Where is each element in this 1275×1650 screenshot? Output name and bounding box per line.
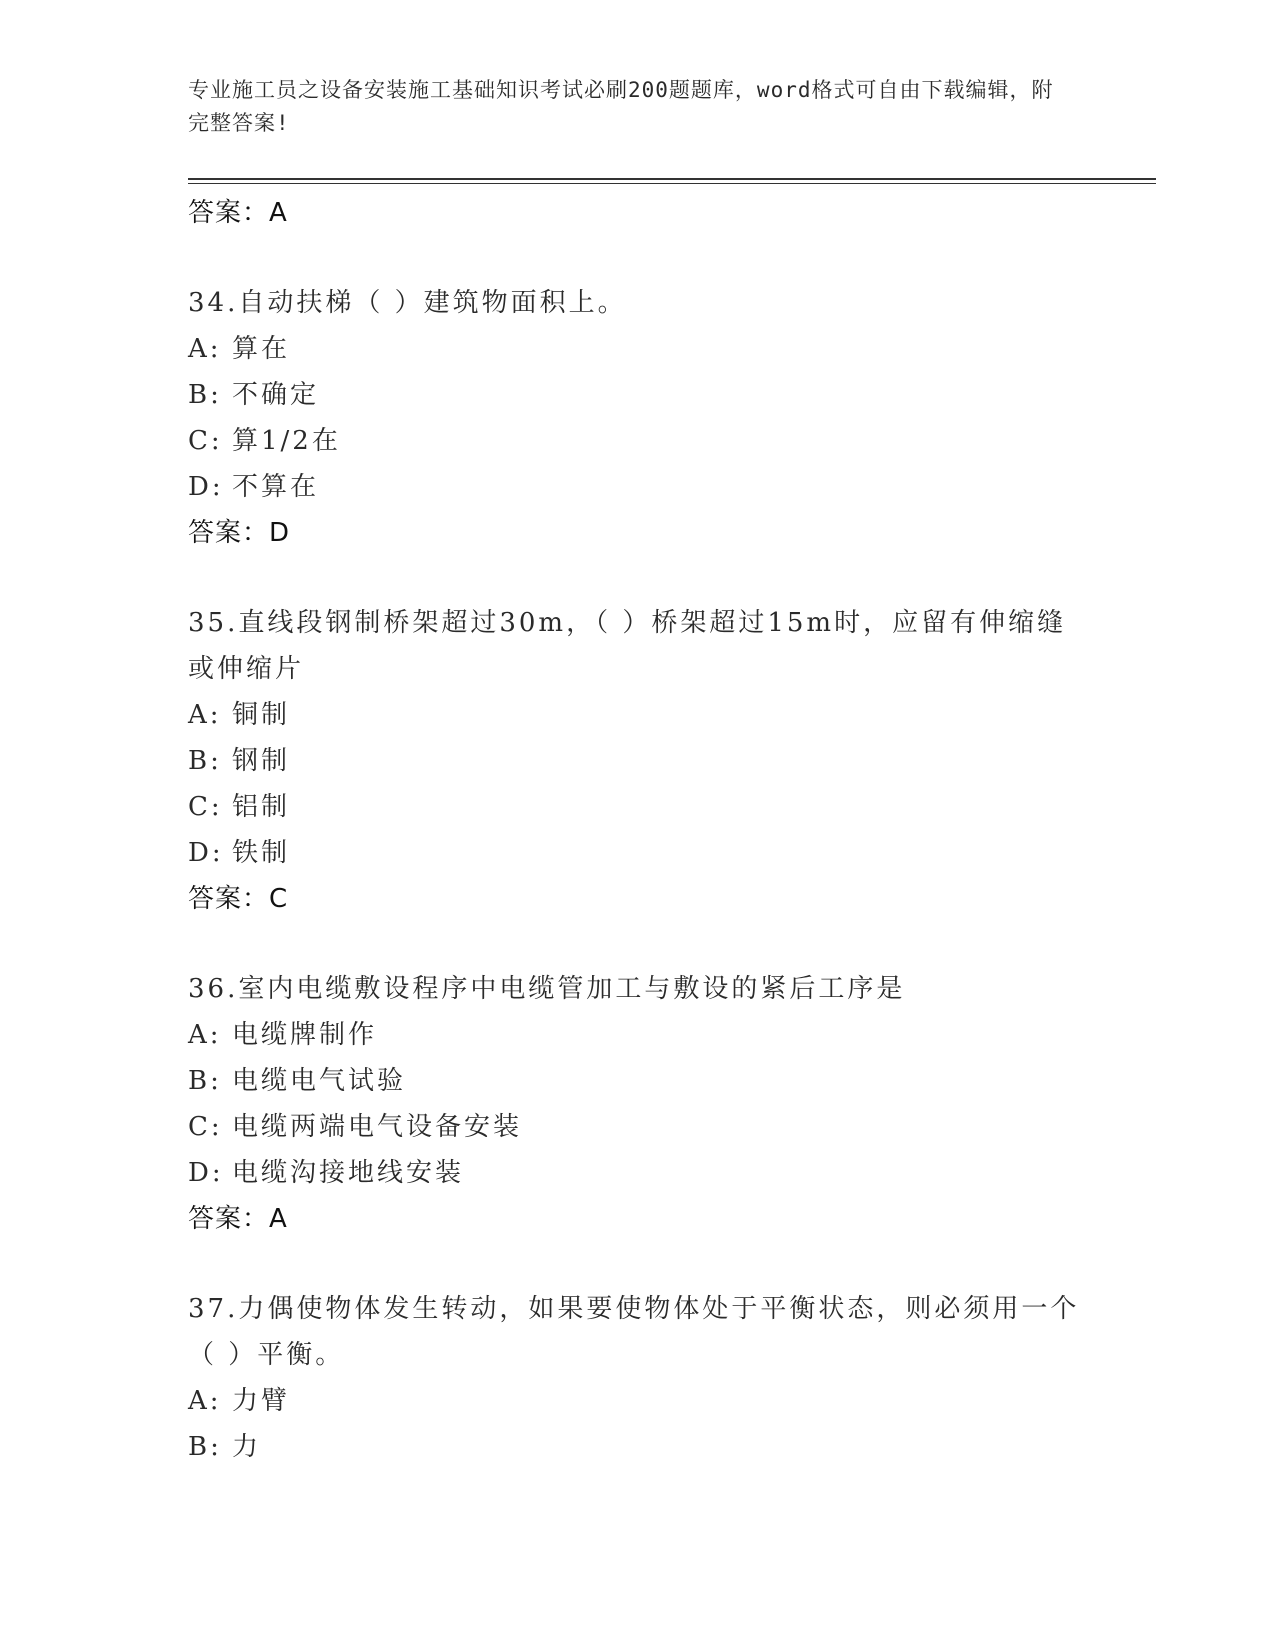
option-text: 铜制 [232,700,291,730]
header-divider-thick [188,178,1156,180]
option-b [188,1424,1088,1470]
option-letter: B: [188,746,222,776]
option-text: 电缆两端电气设备安装 [232,1112,523,1142]
option-letter: A: [188,700,222,730]
option-text: 算1/2在 [232,426,341,456]
option-c [188,1104,1088,1150]
option-b [188,1058,1088,1104]
option-text: 电缆电气试验 [232,1066,407,1096]
option-letter: B: [188,1432,222,1462]
option-letter: C: [188,426,223,456]
option-a [188,326,1088,372]
question-text: 34.自动扶梯（ ）建筑物面积上。 [188,288,627,318]
question-item [188,1286,1088,1470]
header-divider-thin [188,183,1156,184]
option-text: 铝制 [232,792,291,822]
option-letter: B: [188,1066,222,1096]
option-text: 不确定 [232,380,320,410]
option-text: 算在 [232,334,291,364]
option-letter: D: [188,1158,224,1188]
option-a [188,692,1088,738]
option-b [188,738,1088,784]
option-text: 钢制 [232,746,291,776]
option-text: 电缆牌制作 [232,1020,378,1050]
answer-line: 答案：A [188,198,288,228]
answer-line: 答案：D [188,518,291,548]
option-letter: D: [188,472,224,502]
question-item [188,280,1088,556]
question-text: 36.室内电缆敷设程序中电缆管加工与敷设的紧后工序是 [188,974,906,1004]
document-header-title: 专业施工员之设备安装施工基础知识考试必刷200题题库，word格式可自由下载编辑，附完整答案! [188,78,1054,135]
question-item [188,600,1088,922]
question-list [188,190,1088,1470]
option-d [188,830,1088,876]
option-letter: A: [188,1020,222,1050]
option-letter: A: [188,334,222,364]
question-item [188,966,1088,1242]
option-text: 不算在 [232,472,320,502]
answer-line: 答案：C [188,884,289,914]
option-c [188,418,1088,464]
question-text: 35.直线段钢制桥架超过30m，（ ）桥架超过15m时，应留有伸缩缝或伸缩片 [188,608,1067,684]
option-text: 电缆沟接地线安装 [232,1158,465,1188]
option-text: 力 [232,1432,262,1462]
option-c [188,784,1088,830]
option-text: 铁制 [232,838,291,868]
option-letter: D: [188,838,224,868]
option-a [188,1378,1088,1424]
option-text: 力臂 [232,1386,291,1416]
option-a [188,1012,1088,1058]
option-b [188,372,1088,418]
option-d [188,464,1088,510]
option-letter: B: [188,380,222,410]
option-letter: C: [188,1112,223,1142]
answer-line: 答案：A [188,1204,288,1234]
option-letter: C: [188,792,223,822]
question-text: 37.力偶使物体发生转动，如果要使物体处于平衡状态，则必须用一个（ ）平衡。 [188,1294,1080,1370]
option-d [188,1150,1088,1196]
option-letter: A: [188,1386,222,1416]
